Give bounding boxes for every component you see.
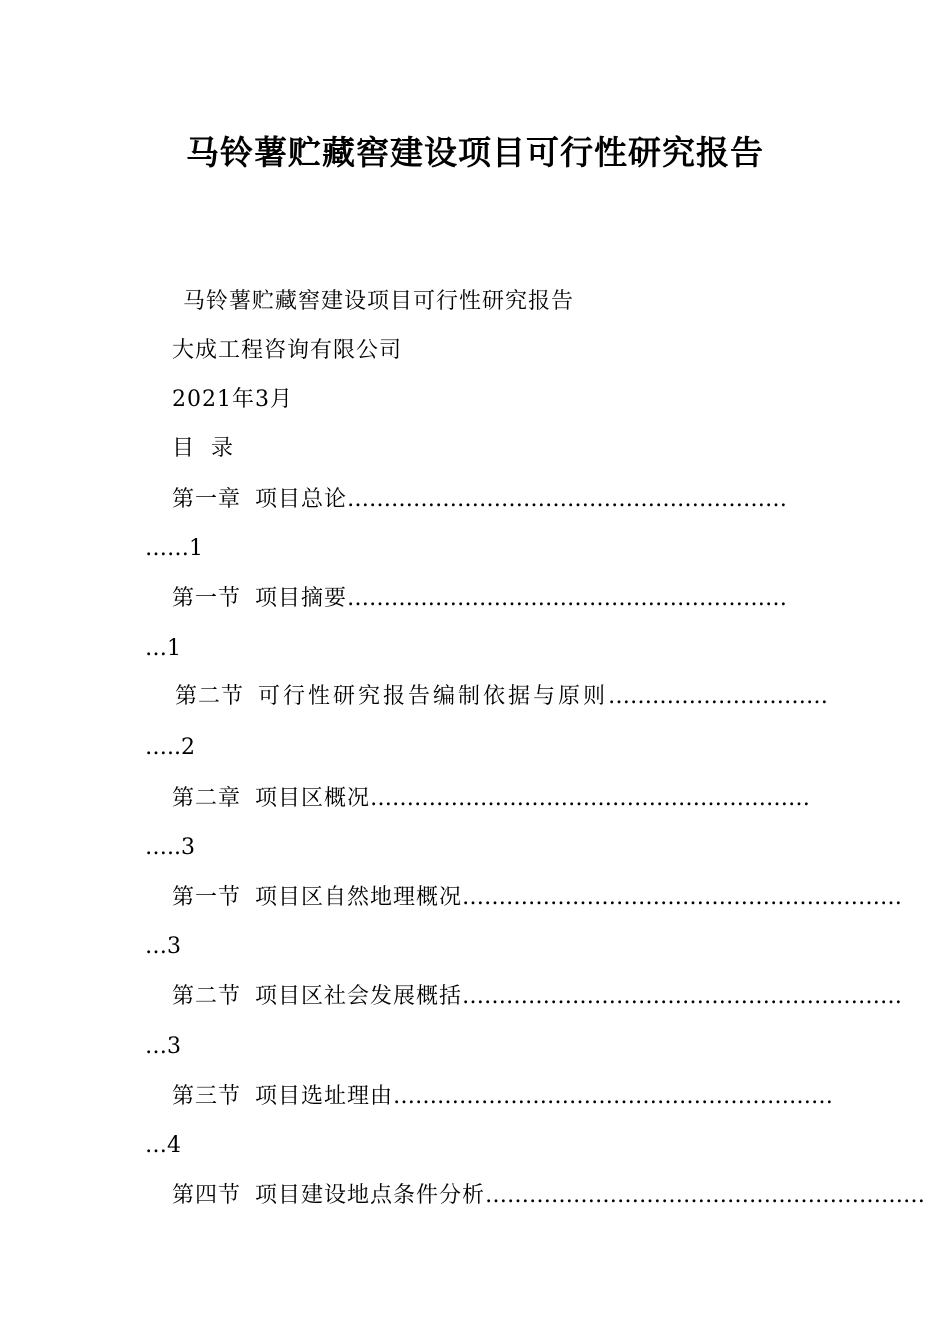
toc-entry-page: …3 — [145, 934, 181, 959]
toc-entry-number: 第二节 — [175, 684, 245, 709]
toc-entry[interactable] — [172, 881, 903, 915]
toc-leader-dots: …………………………………………………… — [347, 586, 788, 611]
toc-entry[interactable] — [175, 680, 829, 714]
toc-leader-dots: …………………………………………………… — [370, 786, 811, 811]
toc-entry[interactable] — [172, 1179, 926, 1213]
toc-entry[interactable] — [172, 483, 804, 517]
toc-entry-title: 项目建设地点条件分析 — [255, 1183, 486, 1208]
toc-heading: 目 录 — [172, 436, 234, 461]
toc-entry-page: …..2 — [145, 735, 195, 760]
toc-entry[interactable] — [172, 980, 903, 1014]
toc-entry-page: ……1 — [145, 536, 203, 561]
toc-entry-page: …3 — [145, 1034, 181, 1059]
toc-entry-page: …..3 — [145, 835, 195, 860]
toc-entry[interactable] — [172, 582, 804, 616]
toc-entry-title: 可行性研究报告编制依据与原则 — [258, 684, 609, 709]
toc-entry-number: 第一节 — [172, 586, 242, 611]
toc-leader-dots: …………………………………………………… — [347, 487, 788, 512]
toc-entry-title: 项目总论 — [255, 487, 348, 512]
toc-entry[interactable] — [172, 782, 811, 816]
toc-leader-dots: …………………………………………………… — [393, 1084, 834, 1109]
toc-entry-number: 第二章 — [172, 786, 242, 811]
toc-entry-number: 第三节 — [172, 1084, 242, 1109]
toc-entry-title: 项目摘要 — [255, 586, 348, 611]
toc-entry-number: 第一章 — [172, 487, 242, 512]
toc-leader-dots: …………………………………………………… — [485, 1183, 926, 1208]
toc-leader-dots: ………………………… — [608, 684, 829, 709]
toc-entry[interactable] — [172, 1080, 834, 1114]
toc-entry-title: 项目区概况 — [255, 786, 371, 811]
toc-leader-dots: …………………………………………………… — [462, 984, 903, 1009]
toc-leader-dots: …………………………………………………… — [462, 885, 903, 910]
document-title: 马铃薯贮藏窖建设项目可行性研究报告 — [186, 133, 764, 172]
cover-title: 马铃薯贮藏窖建设项目可行性研究报告 — [183, 289, 575, 314]
toc-entry-number: 第四节 — [172, 1183, 242, 1208]
toc-entry-title: 项目选址理由 — [255, 1084, 394, 1109]
toc-entry-number: 第二节 — [172, 984, 242, 1009]
toc-entry-title: 项目区社会发展概括 — [255, 984, 463, 1009]
report-date: 2021年3月 — [172, 387, 293, 412]
toc-entry-number: 第一节 — [172, 885, 242, 910]
toc-entry-title: 项目区自然地理概况 — [255, 885, 463, 910]
toc-entry-page: …1 — [145, 636, 181, 661]
company-name: 大成工程咨询有限公司 — [172, 338, 403, 363]
toc-entry-page: …4 — [145, 1133, 181, 1158]
